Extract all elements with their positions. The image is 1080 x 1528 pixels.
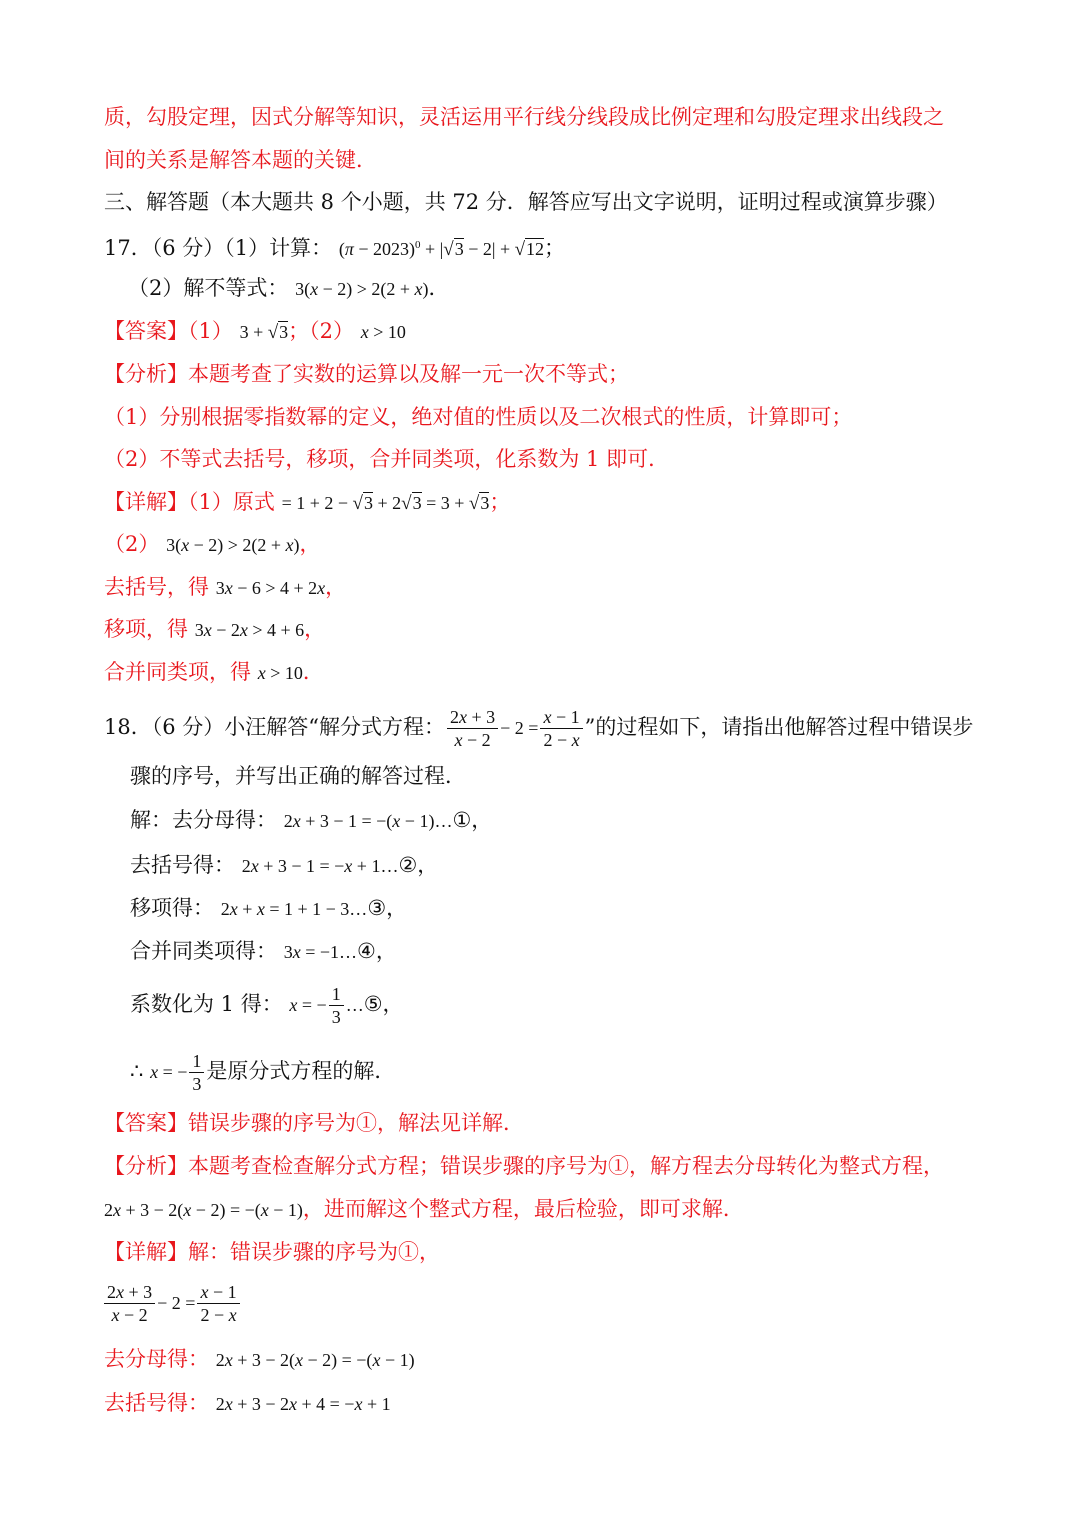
q17-stem-2: （2）解不等式： 3(x − 2) > 2(2 + x)．: [128, 276, 450, 300]
q18-step-1: 解：去分母得： 2x + 3 − 1 = −(x − 1)…①，: [130, 808, 493, 832]
q18-detail: 【详解】解：错误步骤的序号为①，: [104, 1240, 440, 1264]
q17-answer: 【答案】（1） 3 + √3；（2） x > 10: [104, 319, 406, 343]
q17-detail-2: （2） 3(x − 2) > 2(2 + x)，: [104, 532, 321, 556]
fraction: $\frac{x - 1}{2 - x}$: [197, 1281, 239, 1326]
q17-stem-1: 17．（6 分）（1）计算： $(\pi - 2023)^0 + |√3 - 2| + √12$；: [104, 236, 566, 260]
q17-step-1: 去括号，得 3x − 6 > 4 + 2x，: [104, 575, 347, 599]
q17-detail-1: 【详解】（1）原式 = 1 + 2 − √3 + 2√3 = 3 + √3；: [104, 490, 511, 514]
q18-analysis-2: 2x + 3 − 2(x − 2) = −(x − 1)，进而解这个整式方程，最后检验，即可求解．: [104, 1197, 744, 1221]
q17-analysis-2: （2）不等式去括号，移项，合并同类项，化系数为 1 即可．: [104, 447, 670, 471]
q18-answer: 【答案】错误步骤的序号为①，解法见详解．: [104, 1111, 524, 1135]
q18-step-5: 系数化为 1 得： x = − $\frac{1}{3}$ …⑤，: [130, 984, 404, 1027]
fraction: $\frac{2x + 3}{x - 2}$: [104, 1281, 155, 1326]
q17-step-2: 移项，得 3x − 2x > 4 + 6，: [104, 617, 326, 641]
q18-step-2: 去括号得： 2x + 3 − 1 = −x + 1…②，: [130, 853, 439, 877]
analysis-tag: 【分析】: [104, 362, 188, 386]
fraction: $\frac{1}{3}$: [189, 1050, 204, 1095]
q18-conclusion: ∴ x = − $\frac{1}{3}$ 是原分式方程的解．: [130, 1051, 396, 1094]
q18-detail-step-1: 去分母得： 2x + 3 − 2(x − 2) = −(x − 1): [104, 1347, 415, 1371]
intro-line-1: 质，勾股定理，因式分解等知识，灵活运用平行线分线段成比例定理和勾股定理求出线段之: [104, 105, 944, 129]
q17-inequality: 3(x − 2) > 2(2 + x): [295, 279, 429, 299]
q18-detail-equation: $\frac{2x + 3}{x - 2}$ − 2 = $\frac{x - 1}{2 - x}$: [104, 1281, 242, 1326]
section-heading: 三、解答题（本大题共 8 个小题，共 72 分．解答应写出文字说明，证明过程或演算步骤）: [104, 190, 948, 214]
q17-expression: $(\pi - 2023)^0 + |√3 - 2| + √12$: [338, 239, 545, 260]
q18-stem-1: 18．（6 分）小汪解答“解分式方程： $\frac{2x + 3}{x - 2}$ − 2 = $\frac{x - 1}{2 - x}$ ”的过程如下，请指出他解答过程中错误步: [104, 707, 974, 750]
detail-tag: 【详解】: [104, 490, 188, 514]
answer-tag: 【答案】: [104, 319, 188, 343]
detail-tag: 【详解】: [104, 1240, 188, 1264]
analysis-tag: 【分析】: [104, 1154, 188, 1178]
q17-step-3: 合并同类项，得 x > 10．: [104, 660, 324, 684]
fraction: $\frac{2x + 3}{x - 2}$: [447, 706, 498, 751]
q18-detail-step-2: 去括号得： 2x + 3 − 2x + 4 = −x + 1: [104, 1391, 391, 1415]
q18-stem-2: 骤的序号，并写出正确的解答过程．: [130, 764, 466, 788]
q18-step-4: 合并同类项得： 3x = −1…④，: [130, 939, 397, 963]
q17-analysis: 【分析】本题考查了实数的运算以及解一元一次不等式；: [104, 362, 629, 386]
q17-analysis-1: （1）分别根据零指数幂的定义，绝对值的性质以及二次根式的性质，计算即可；: [104, 405, 853, 429]
answer-tag: 【答案】: [104, 1111, 188, 1135]
fraction: $\frac{x - 1}{2 - x}$: [540, 706, 582, 751]
q18-analysis: 【分析】本题考查检查解分式方程；错误步骤的序号为①，解方程去分母转化为整式方程，: [104, 1154, 944, 1178]
intro-line-2: 间的关系是解答本题的关键．: [104, 148, 377, 172]
q18-step-3: 移项得： 2x + x = 1 + 1 − 3…③，: [130, 896, 408, 920]
fraction: $\frac{1}{3}$: [329, 983, 344, 1028]
